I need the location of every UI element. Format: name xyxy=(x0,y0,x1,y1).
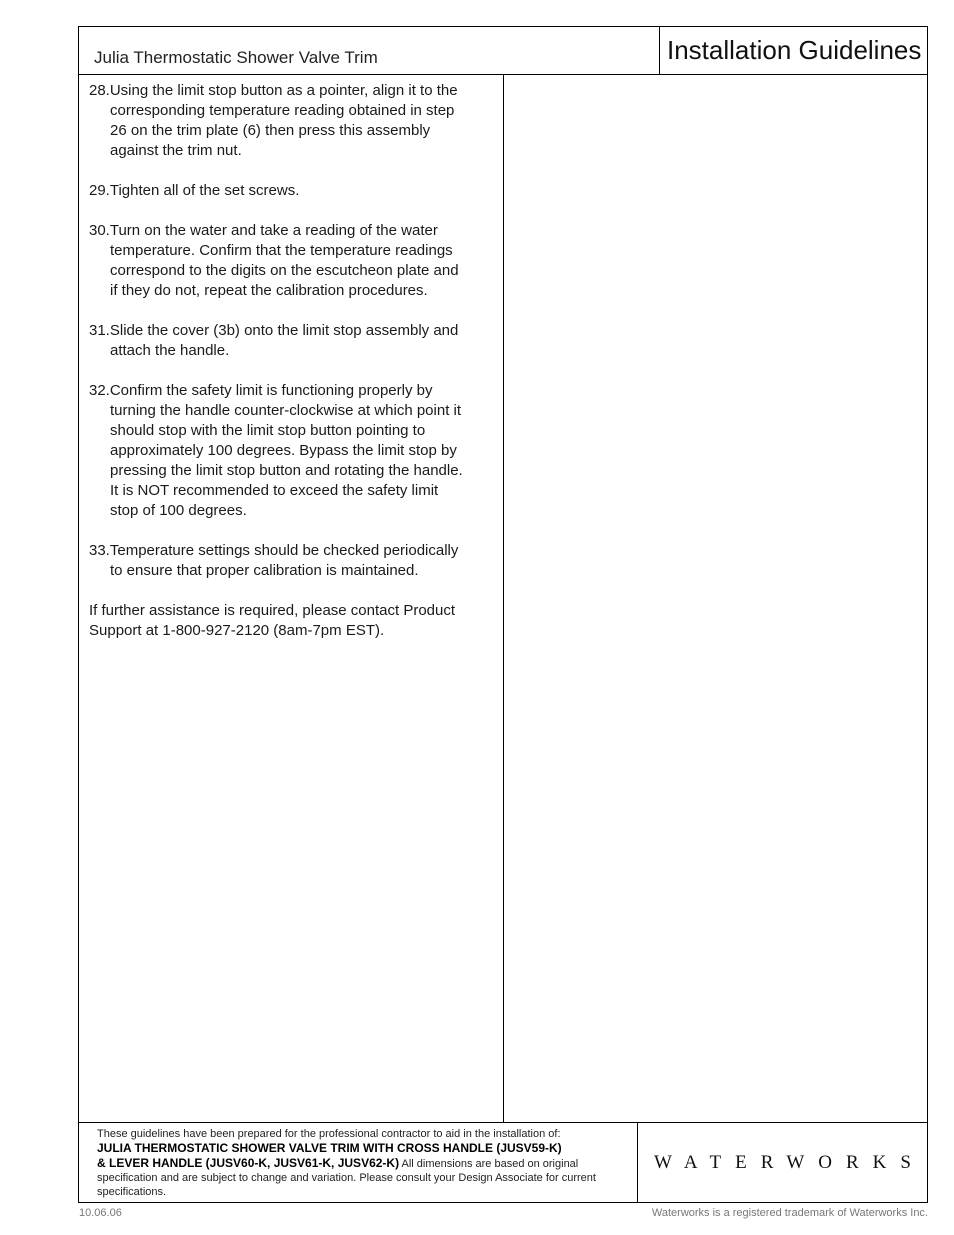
step-31: 31.Slide the cover (3b) onto the limit stop assembly and attach the handle. xyxy=(89,322,459,359)
step-28: 28.Using the limit stop button as a pointer, align it to the corresponding temperature reading obtained in step 26 on the trim plate (6) then press this assembly against the trim nut. xyxy=(89,82,458,159)
step-32: 32.Confirm the safety limit is functioning properly by turning the handle counter-clockwise at which point it should stop with the limit stop button pointing to approximately 100 degrees. Bypass the limit stop by pressing the limit stop button and rotating the handle. It is NOT recommended to exceed the safety limit stop of 100 degrees. xyxy=(89,382,463,519)
document-frame xyxy=(78,26,928,1203)
date-code: 10.06.06 xyxy=(79,1207,122,1219)
footer-disclaimer: All dimensions are based on original specification and are subject to change and variation. Please consult your Design Associate for current specifications. xyxy=(97,1158,596,1198)
document-title: Julia Thermostatic Shower Valve Trim xyxy=(94,48,378,67)
page-heading: Installation Guidelines xyxy=(667,35,922,65)
trademark-notice: Waterworks is a registered trademark of Waterworks Inc. xyxy=(651,1207,928,1219)
step-30: 30.Turn on the water and take a reading of the water temperature. Confirm that the temperature readings correspond to the digits on the escutcheon plate and if they do not, repeat the calibration procedures. xyxy=(89,222,459,299)
brand-logo: WATERWORKS xyxy=(654,1151,925,1173)
instructions-column xyxy=(89,81,469,641)
footer-intro: These guidelines have been prepared for the professional contractor to aid in the installation of: xyxy=(97,1128,561,1140)
document-header xyxy=(79,27,927,75)
footer-notice xyxy=(97,1127,622,1199)
header-divider xyxy=(659,27,660,74)
support-contact-text: If further assistance is required, please contact Product Support at 1-800-927-2120 (8am-7pm EST). xyxy=(89,602,456,639)
document-footer xyxy=(79,1122,927,1202)
step-33: 33.Temperature settings should be checked periodically to ensure that proper calibration is maintained. xyxy=(89,542,459,579)
step-29: 29.Tighten all of the set screws. xyxy=(89,182,300,199)
column-divider xyxy=(503,74,504,1122)
footer-product-line-1: JULIA THERMOSTATIC SHOWER VALVE TRIM WITH CROSS HANDLE (JUSV59-K) xyxy=(97,1141,562,1155)
footer-product-line-2: & LEVER HANDLE (JUSV60-K, JUSV61-K, JUSV62-K) xyxy=(97,1156,400,1170)
document-body xyxy=(79,74,927,1122)
